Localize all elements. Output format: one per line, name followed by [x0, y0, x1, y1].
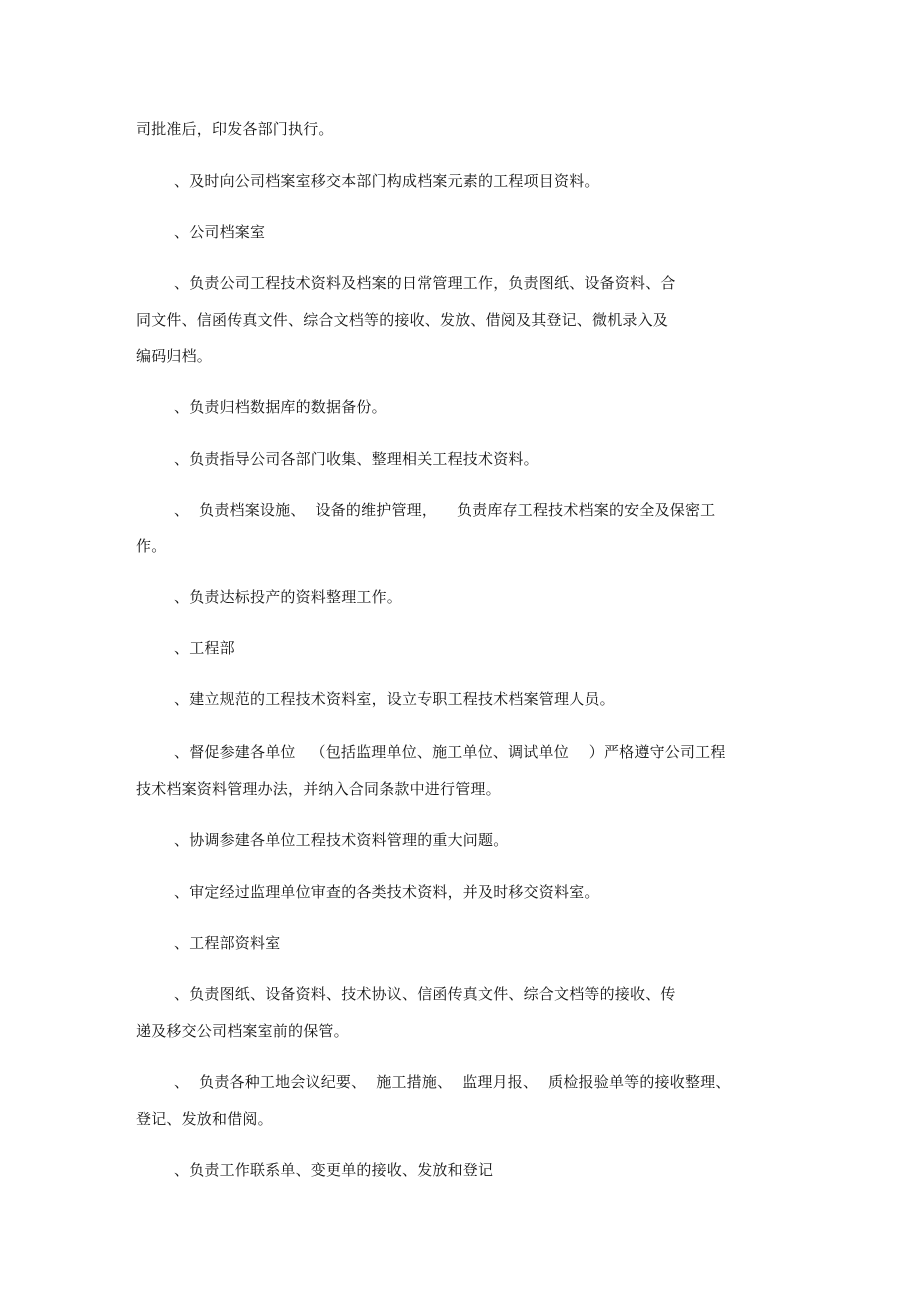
section-heading: 、公司档案室 — [174, 223, 266, 241]
section-heading: 、工程部 — [174, 639, 235, 657]
paragraph-line: 、负责公司工程技术资料及档案的日常管理工作，负责图纸、设备资料、合 — [174, 274, 676, 292]
paragraph-line: 司批准后，印发各部门执行。 — [136, 120, 334, 138]
paragraph-line: 编码归档。 — [136, 347, 213, 365]
paragraph-line: 、建立规范的工程技术资料室，设立专职工程技术档案管理人员。 — [174, 690, 615, 708]
paragraph-line: 、负责归档数据库的数据备份。 — [174, 398, 387, 416]
paragraph-line: 、 负责档案设施、 设备的维护管理， 负责库存工程技术档案的安全及保密工 — [174, 501, 716, 519]
paragraph-line: 技术档案资料管理办法，并纳入合同条款中进行管理。 — [136, 780, 501, 798]
paragraph-line: 递及移交公司档案室前的保管。 — [136, 1022, 349, 1040]
paragraph-line: 、 负责各种工地会议纪要、 施工措施、 监理月报、 质检报验单等的接收整理、 — [174, 1073, 731, 1091]
paragraph-line: 、审定经过监理单位审查的各类技术资料，并及时移交资料室。 — [174, 883, 600, 901]
paragraph-line: 、负责图纸、设备资料、技术协议、信函传真文件、综合文档等的接收、传 — [174, 985, 676, 1003]
section-heading: 、工程部资料室 — [174, 934, 281, 952]
paragraph-line: 、协调参建各单位工程技术资料管理的重大问题。 — [174, 831, 509, 849]
paragraph-line: 、负责工作联系单、变更单的接收、发放和登记 — [174, 1161, 494, 1179]
paragraph-line: 同文件、信函传真文件、综合文档等的接收、发放、借阅及其登记、微机录入及 — [136, 311, 669, 329]
paragraph-line: 、负责达标投产的资料整理工作。 — [174, 588, 403, 606]
paragraph-line: 、督促参建各单位 （包括监理单位、施工单位、调试单位 ）严格遵守公司工程 — [174, 743, 726, 761]
paragraph-line: 登记、发放和借阅。 — [136, 1110, 273, 1128]
paragraph-line: 、负责指导公司各部门收集、整理相关工程技术资料。 — [174, 450, 539, 468]
paragraph-line: 作。 — [136, 537, 167, 555]
paragraph-line: 、及时向公司档案室移交本部门构成档案元素的工程项目资料。 — [174, 172, 600, 190]
